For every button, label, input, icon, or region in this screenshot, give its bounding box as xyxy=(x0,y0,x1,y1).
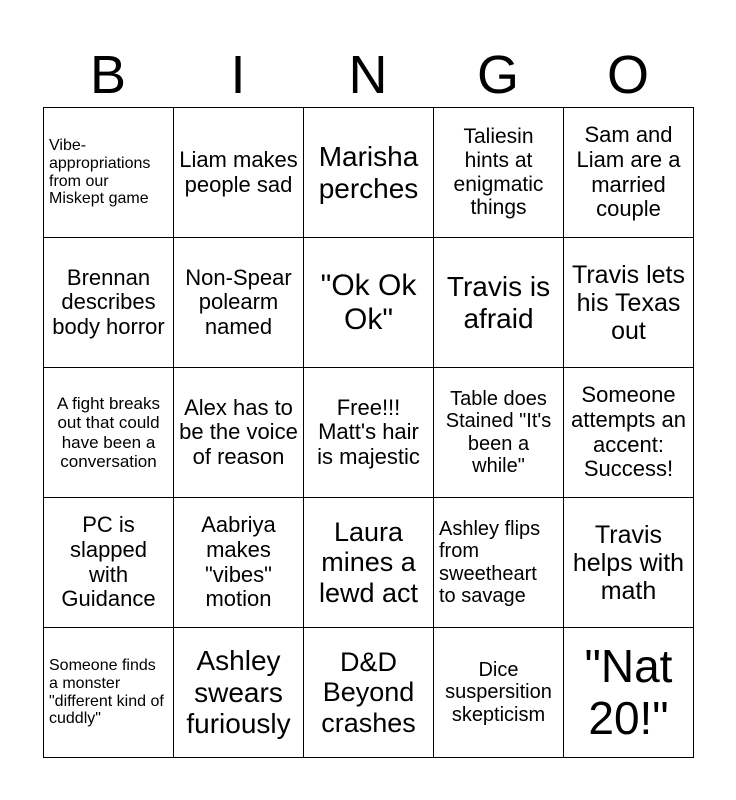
title-letter-g: G xyxy=(476,45,519,105)
bingo-cell[interactable]: Alex has to be the voice of reason xyxy=(174,368,304,498)
bingo-cell[interactable]: Taliesin hints at enigmatic things xyxy=(434,108,564,238)
bingo-cell[interactable]: A fight breaks out that could have been a conversation xyxy=(44,368,174,498)
bingo-cell[interactable]: Liam makes people sad xyxy=(174,108,304,238)
title-letter-i: I xyxy=(230,45,246,105)
bingo-cell[interactable]: Ashley flips from sweetheart to savage xyxy=(434,498,564,628)
bingo-row-3 xyxy=(44,368,694,498)
bingo-cell free-space[interactable]: Free!!! Matt's hair is majestic xyxy=(304,368,434,498)
bingo-cell[interactable]: Dice suspersition skepticism xyxy=(434,628,564,758)
bingo-cell[interactable]: Someone attempts an accent: Success! xyxy=(564,368,694,498)
bingo-cell[interactable]: "Ok Ok Ok" xyxy=(304,238,434,368)
bingo-cell[interactable]: Travis helps with math xyxy=(564,498,694,628)
bingo-cell[interactable]: Aabriya makes "vibes" motion xyxy=(174,498,304,628)
bingo-row-5 xyxy=(44,628,694,758)
bingo-cell[interactable]: Laura mines a lewd act xyxy=(304,498,434,628)
bingo-cell[interactable]: Table does Stained "It's been a while" xyxy=(434,368,564,498)
bingo-card xyxy=(43,107,694,758)
bingo-cell[interactable]: Marisha perches xyxy=(304,108,434,238)
bingo-cell[interactable]: D&D Beyond crashes xyxy=(304,628,434,758)
bingo-row-1 xyxy=(44,108,694,238)
bingo-title xyxy=(43,44,693,106)
title-letter-b: B xyxy=(89,45,127,105)
title-letter-o: O xyxy=(606,45,649,105)
bingo-cell[interactable]: PC is slapped with Guidance xyxy=(44,498,174,628)
bingo-row-4 xyxy=(44,498,694,628)
bingo-cell[interactable]: "Nat 20!" xyxy=(564,628,694,758)
bingo-cell[interactable]: Brennan describes body horror xyxy=(44,238,174,368)
bingo-cell[interactable]: Vibe-appropriations from our Miskept game xyxy=(44,108,174,238)
bingo-cell[interactable]: Travis lets his Texas out xyxy=(564,238,694,368)
title-letter-n: N xyxy=(348,45,388,105)
bingo-cell[interactable]: Ashley swears furiously xyxy=(174,628,304,758)
bingo-row-2 xyxy=(44,238,694,368)
bingo-cell[interactable]: Travis is afraid xyxy=(434,238,564,368)
bingo-cell[interactable]: Someone finds a monster "different kind of cuddly" xyxy=(44,628,174,758)
bingo-cell[interactable]: Non-Spear polearm named xyxy=(174,238,304,368)
bingo-cell[interactable]: Sam and Liam are a married couple xyxy=(564,108,694,238)
